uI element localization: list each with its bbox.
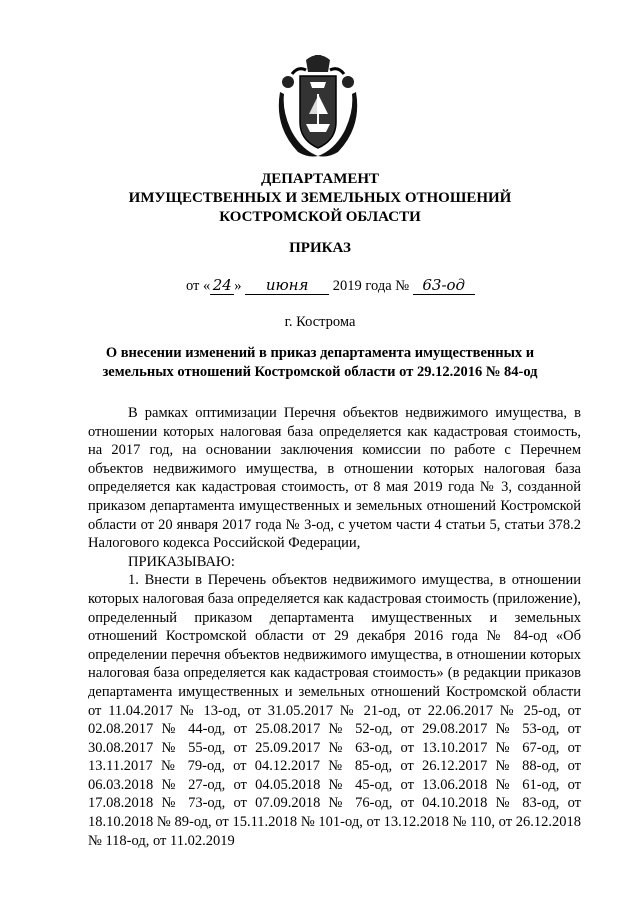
order-word: ПРИКАЗЫВАЮ: bbox=[128, 553, 235, 570]
order-subject bbox=[0, 344, 640, 382]
date-year-text: 2019 года № bbox=[332, 278, 410, 294]
header-line-1: ДЕПАРТАМЕНТ bbox=[260, 171, 380, 187]
handwritten-order-number: 63-од bbox=[413, 276, 475, 295]
coat-of-arms-icon bbox=[268, 52, 368, 162]
subject-line-1: О внесении изменений в приказ департамента имущественных и bbox=[105, 345, 535, 361]
subject-line-2: земельных отношений Костромской области от 29.12.2016 № 84-од bbox=[102, 364, 538, 380]
department-header bbox=[0, 170, 640, 227]
date-mid: » bbox=[234, 278, 242, 294]
handwritten-day: 24 bbox=[210, 276, 234, 295]
header-line-2: ИМУЩЕСТВЕННЫХ И ЗЕМЕЛЬНЫХ ОТНОШЕНИЙ bbox=[128, 190, 512, 206]
item-1-paragraph: 1. Внести в Перечень объектов недвижимого имущества, в отношении которых налоговая база определяется как кадастровая стоимость (приложение), определенный приказом департамента имущественных и земельных отношений Костромской области от 29 декабря 2016 года № 84-од «Об определении перечня объектов недвижимого имущества, в отношении которых налоговая база определяется как кадастровая стоимость» (в редакции приказов департамента имущественных и земельных отношений Костромской области от 11.04.2017 № 13-од, от 31.05.2017 № 21-од, от 22.06.2017 № 25-од, от 02.08.2017 № 44-од, от 25.08.2017 № 52-од, от 29.08.2017 № 53-од, от 30.08.2017 № 55-од, от 25.09.2017 № 63-од, от 13.10.2017 № 67-од, от 13.11.2017 № 79-од, от 04.12.2017 № 85-од, от 26.12.2017 № 88-од, от 06.03.2018 № 27-од, от 04.05.2018 № 45-од, от 13.06.2018 № 61-од, от 17.08.2018 № 73-од, от 07.09.2018 № 76-од, от 04.10.2018 № 83-од, от 18.10.2018 № 89-од, от 15.11.2018 № 101-од, от 13.12.2018 № 110, от 26.12.2018 № 118-од, от 11.02.2019 bbox=[88, 572, 581, 849]
city-line: г. Кострома bbox=[284, 314, 356, 330]
date-line bbox=[186, 276, 475, 295]
handwritten-month: июня bbox=[245, 276, 329, 295]
document-type-title: ПРИКАЗ bbox=[289, 240, 351, 256]
order-body bbox=[88, 404, 581, 850]
header-line-3: КОСТРОМСКОЙ ОБЛАСТИ bbox=[219, 209, 421, 225]
date-prefix: от « bbox=[186, 278, 211, 294]
preamble-paragraph: В рамках оптимизации Перечня объектов недвижимого имущества, в отношении которых налоговая база определяется как кадастровая стоимость, на 2017 год, на основании заключения комиссии по работе с Перечнем объектов недвижимого имущества, в отношении которых налоговая база определяется как кадастровая стоимость, от 8 мая 2019 года № 3, созданной приказом департамента имущественных и земельных отношений Костромской области от 20 января 2017 года № 3-од, с учетом части 4 статьи 5, статьи 378.2 Налогового кодекса Российской Федерации, bbox=[88, 405, 581, 552]
